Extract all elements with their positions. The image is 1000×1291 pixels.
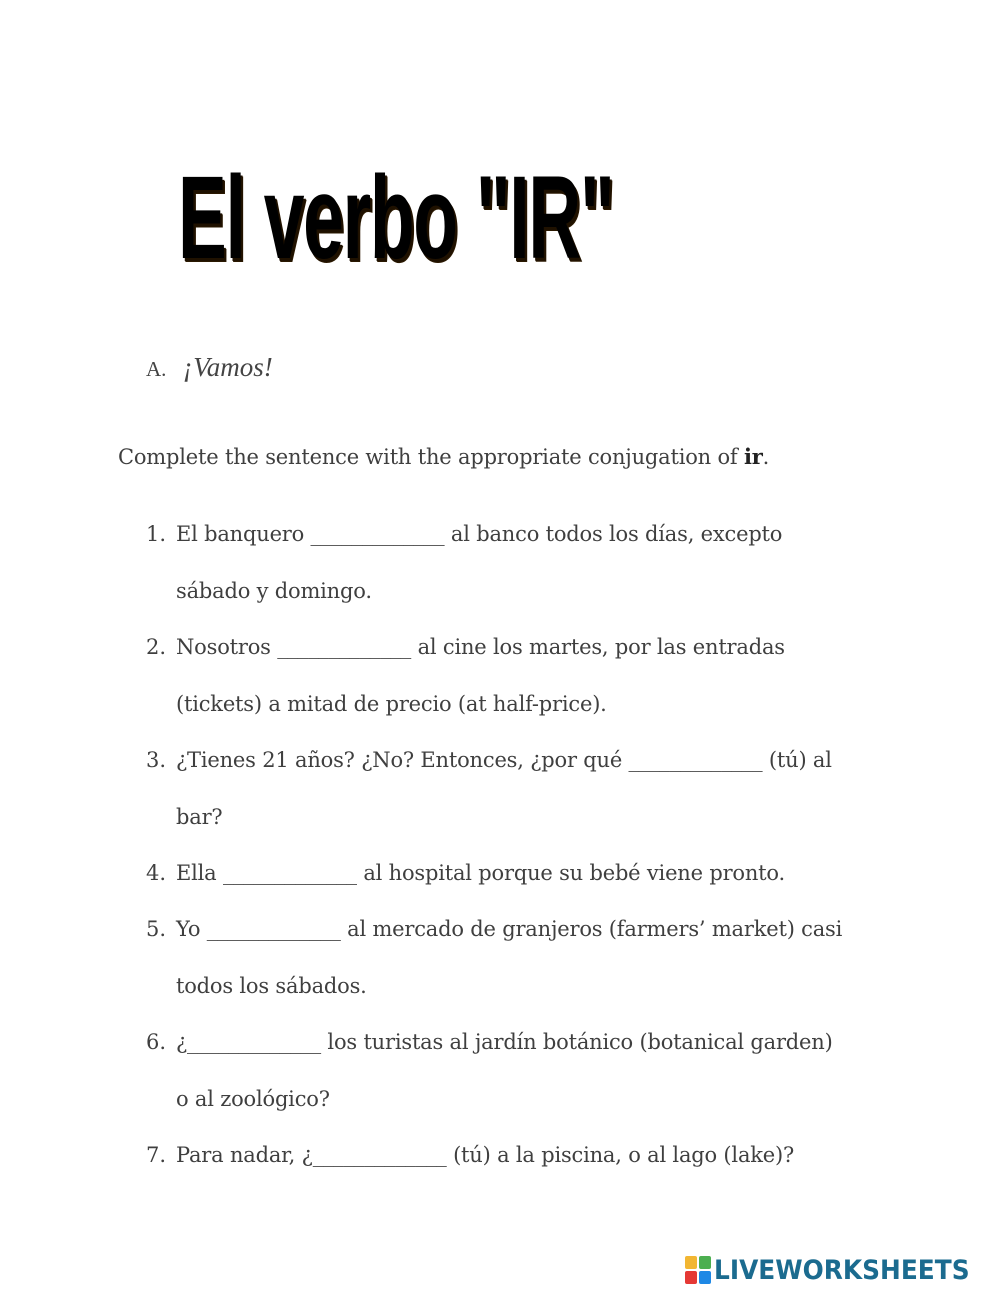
logo-square [699,1271,711,1284]
item-line: todos los sábados. [176,974,367,998]
item-line: sábado y domingo. [176,579,372,603]
item-number: 6. [146,1030,167,1054]
liveworksheets-logo-icon [685,1256,711,1284]
item-line: ¿_____________ los turistas al jardín botánico (botanical garden) [176,1030,833,1054]
item-number: 1. [146,522,167,546]
item-line: Ella _____________ al hospital porque su bebé viene pronto. [176,861,785,885]
instructions-keyword: ir [743,444,763,469]
liveworksheets-logo [685,1253,992,1287]
item-line: o al zoológico? [176,1087,330,1111]
instructions-text: Complete the sentence with the appropriate conjugation of [118,445,744,469]
item-line: Para nadar, ¿_____________ (tú) a la piscina, o al lago (lake)? [176,1143,795,1167]
item-line: bar? [176,805,223,829]
instructions-end: . [762,445,770,469]
logo-square [699,1256,711,1269]
logo-square [685,1256,697,1269]
item-line: Nosotros _____________ al cine los martes, por las entradas [176,635,785,659]
instructions [118,444,769,469]
item-line: ¿Tienes 21 años? ¿No? Entonces, ¿por qué _____________ (tú) al [176,748,832,772]
section-title: ¡Vamos! [182,352,273,382]
section-letter: A. [146,357,167,381]
item-number: 3. [146,748,167,772]
item-line: (tickets) a mitad de precio (at half-price). [176,692,607,716]
item-number: 2. [146,635,167,659]
item-number: 5. [146,917,167,941]
item-line: El banquero _____________ al banco todos los días, excepto [176,522,783,546]
logo-text: LIVEWORKSHEETS [714,1254,970,1286]
item-line: Yo _____________ al mercado de granjeros (farmers’ market) casi [176,917,843,941]
item-number: 4. [146,861,167,885]
logo-square [685,1271,697,1284]
item-number: 7. [146,1143,167,1167]
page-title: El verbo "IR" [178,152,614,284]
section-heading [146,352,273,383]
